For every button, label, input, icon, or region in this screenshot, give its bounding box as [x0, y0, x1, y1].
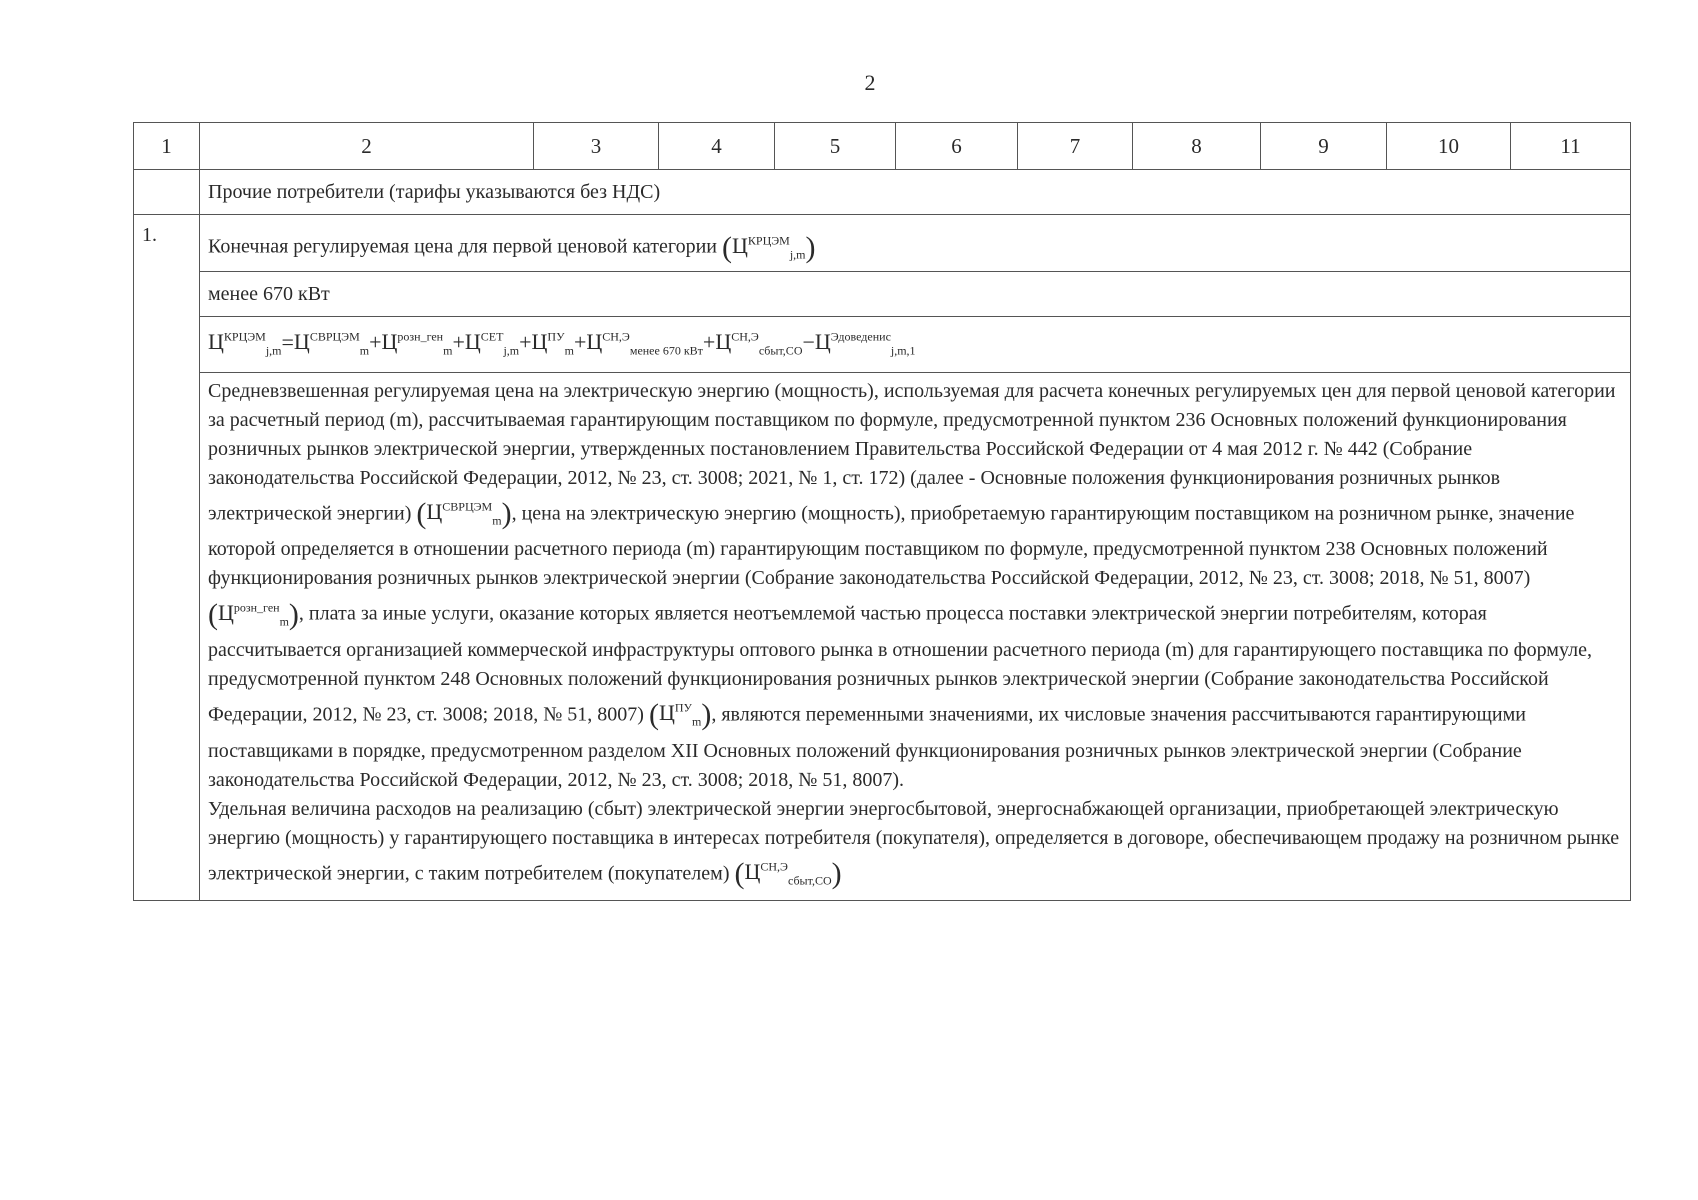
column-number-cell: 5 — [775, 123, 896, 170]
power-label: менее 670 кВт — [200, 272, 1631, 317]
column-number-cell: 6 — [896, 123, 1018, 170]
formula-row — [134, 317, 1631, 373]
formula-operator: + — [573, 329, 587, 355]
formula-term: $Ц^{СВРЦЭМ}_m$ — [293, 329, 370, 358]
symbol-sbyt: $(Ц^{СН,Э}_{сбыт,СО})$ — [734, 857, 842, 891]
description-paragraph — [208, 377, 1622, 795]
item-title-cell — [200, 215, 1631, 272]
formula-operator: + — [519, 329, 532, 355]
formula-operator: + — [702, 329, 716, 355]
item-title: Конечная регулируемая цена для первой ценовой категории — [208, 235, 717, 258]
formula-term: $Ц^{СН,Э}_{менее 670 кВт}$ — [586, 329, 703, 358]
text-span: Средневзвешенная регулируемая цена на электрическую энергию (мощность), используемая для расчета конечных регулируемых цен для первой ценовой категории за расчетный период (m), рассчитываемая гарантирующим поставщиком по формуле, предусмотренной пунктом 236 Основных положений функционирования розничных рынков электрической энергии, утвержденных постановлением Правительства Российской Федерации от 4 мая 2012 г. № 442 (Собрание законодательства Российской Федерации, 2012, № 23, ст. 3008; 2021, № 1, ст. 172) (далее - Основные положения функционирования розничных рынков электрической энергии) — [208, 379, 1616, 525]
item-title-row — [134, 215, 1631, 272]
symbol-pu: $(Ц^{ПУ}_m)$ — [648, 698, 712, 732]
description-cell — [200, 372, 1631, 900]
formula-operator: − — [802, 329, 815, 355]
power-row — [134, 272, 1631, 317]
column-number-cell: 3 — [534, 123, 659, 170]
column-number-cell: 2 — [200, 123, 534, 170]
column-number-cell: 10 — [1387, 123, 1511, 170]
formula-expression — [208, 329, 916, 358]
tariff-table — [133, 122, 1631, 901]
column-number-cell: 11 — [1511, 123, 1631, 170]
formula-term: $Ц^{СЕТ}_{j,m}$ — [464, 329, 520, 358]
formula-term: $Ц^{розн\_ген}_m$ — [381, 329, 453, 358]
section-row — [134, 170, 1631, 215]
column-number-cell: 1 — [134, 123, 200, 170]
formula-term: $Ц^{КРЦЭМ}_{j,m}$ — [208, 329, 282, 358]
section-title: Прочие потребители (тарифы указываются без НДС) — [200, 170, 1631, 215]
text-span: Удельная величина расходов на реализацию (сбыт) электрической энергии энергосбытовой, энергоснабжающей организации, приобретающей электрическую энергию (мощность) у гарантирующего поставщика в интересах потребителя (покупателя), определяется в договоре, обеспечивающем продажу на розничном рынке электрической энергии, с таким потребителем (покупателем) — [208, 797, 1620, 885]
formula-term: $Ц^{СН,Э}_{сбыт,СО}$ — [715, 329, 803, 358]
description-paragraph — [208, 795, 1622, 896]
column-number-row — [134, 123, 1631, 170]
column-number-cell: 7 — [1018, 123, 1133, 170]
empty-cell — [134, 170, 200, 215]
description-row — [134, 372, 1631, 900]
formula-operator: + — [452, 329, 465, 355]
formula-term: $Ц^{Эдоведенис}_{j,m,1}$ — [814, 329, 916, 358]
formula-operator: + — [369, 329, 382, 355]
text-span: , являются переменными значениями, их числовые значения рассчитываются гарантирующими поставщиками в порядке, предусмотренном разделом XII Основных положений функционирования розничных рынков электрической энергии (Собрание законодательства Российской Федерации, 2012, № 23, ст. 3008; 2018, № 51, 8007). — [208, 703, 1526, 791]
text-span: , цена на электрическую энергию (мощность), приобретаемую гарантирующим поставщиком на розничном рынке, значение которой определяется в отношении расчетного периода (m) гарантирующим поставщиком по формуле, предусмотренной пунктом 238 Основных положений функционирования розничных рынков электрической энергии (Собрание законодательства Российской Федерации, 2012, № 23, ст. 3008; 2018, № 51, 8007) — [208, 502, 1575, 590]
column-number-cell: 8 — [1133, 123, 1261, 170]
column-number-cell: 9 — [1261, 123, 1387, 170]
formula-operator: = — [281, 329, 294, 355]
page-number: 2 — [864, 70, 876, 95]
symbol-svrcem: $(Ц^{СВРЦЭМ}_m)$ — [416, 497, 512, 531]
text-span: , плата за иные услуги, оказание которых является неотъемлемой частью процесса поставки электрической энергии потребителям, которая рассчитывается организацией коммерческой инфраструктуры оптового рынка в отношении расчетного периода (m) для гарантирующего поставщика по формуле, предусмотренной пунктом 248 Основных положений функционирования розничных рынков электрической энергии (Собрание законодательства Российской Федерации, 2012, № 23, ст. 3008; 2018, № 51, 8007) — [208, 602, 1592, 726]
symbol-rozn-gen: $(Ц^{розн\_ген}_m)$ — [208, 597, 299, 631]
item-number: 1. — [134, 215, 200, 901]
title-symbol: $(Ц^{КРЦЭМ}_{j,m})$ — [722, 230, 816, 264]
column-number-cell: 4 — [659, 123, 775, 170]
price-formula — [200, 317, 1631, 373]
formula-term: $Ц^{ПУ}_m$ — [531, 329, 574, 358]
